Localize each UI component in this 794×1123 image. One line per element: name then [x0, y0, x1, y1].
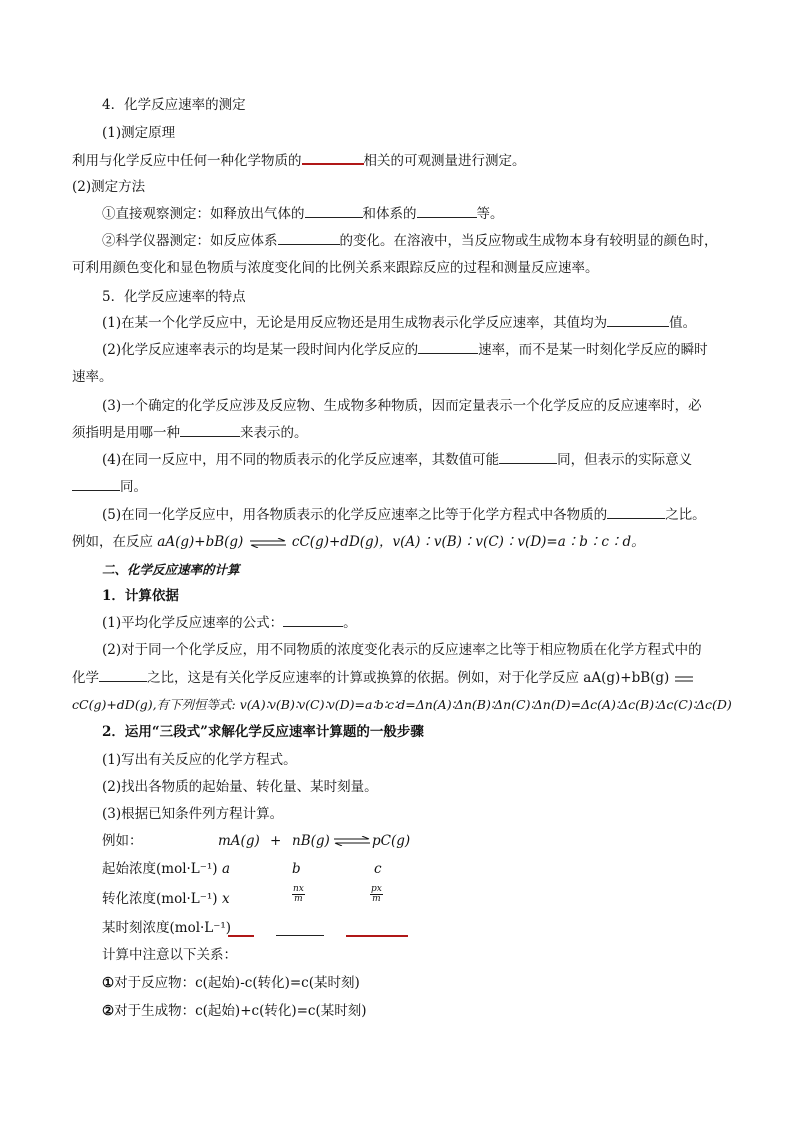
fraction [370, 885, 383, 904]
text-segment: 化学 [72, 670, 99, 686]
calc-basis-2-cont [72, 669, 694, 687]
initial-conc-label: 起始浓度(mol·L⁻¹) [102, 861, 218, 877]
text-segment: (1)在某一个化学反应中，无论是用反应物还是用生成物表示化学反应速率，其值均为 [102, 315, 608, 331]
text-segment: 对于反应物：c(起始)-c(转化)=c(某时刻) [114, 975, 360, 991]
answer-blank[interactable] [305, 205, 363, 218]
answer-blank[interactable] [346, 935, 408, 937]
text-segment: 速率，而不是某一时刻化学反应的瞬时 [478, 342, 708, 358]
converted-conc-label: 转化浓度(mol·L⁻¹) [102, 891, 218, 907]
section-4-title: 4．化学反应速率的测定 [102, 97, 246, 113]
step-3: (3)根据已知条件列方程计算。 [102, 806, 284, 822]
example-label: 例如： [102, 833, 143, 849]
converted-b [292, 885, 305, 904]
s4-principle-text [72, 151, 526, 170]
text-segment: 和体系的 [362, 206, 417, 222]
three-step-title: 2．运用“三段式”求解化学反应速率计算题的一般步骤 [102, 724, 424, 740]
note-1 [102, 974, 360, 992]
step-1: (1)写出有关反应的化学方程式。 [102, 752, 297, 768]
s4-method-2 [102, 232, 718, 250]
text-segment: 。 [343, 615, 357, 631]
answer-blank[interactable] [418, 341, 478, 354]
answer-blank[interactable] [72, 478, 120, 491]
s5-item-4-cont [72, 478, 147, 496]
s5-item-2 [102, 341, 708, 359]
answer-blank[interactable] [278, 232, 340, 245]
note-2 [102, 1002, 367, 1020]
note-title: 计算中注意以下关系： [102, 947, 237, 963]
text-segment: 等。 [476, 206, 504, 222]
plus-sign: + [270, 833, 282, 849]
text-segment: (1)平均化学反应速率的公式： [102, 615, 284, 631]
equation-rhs: cC(g)+dD(g)，v(A)∶v(B)∶v(C)∶v(D)=a∶b∶c∶d。 [291, 534, 645, 550]
answer-blank[interactable] [180, 424, 240, 437]
s4-principle-label: (1)测定原理 [102, 125, 176, 141]
fraction [292, 885, 305, 904]
s5-item-5-example [72, 533, 645, 551]
text-segment: 值。 [669, 315, 697, 331]
text-segment: (2)化学反应速率表示的均是某一段时间内化学反应的 [102, 342, 419, 358]
reactant-b: nB(g) [292, 833, 330, 849]
equation-lhs: aA(g)+bB(g) [157, 534, 244, 550]
text-segment: 同。 [120, 479, 147, 495]
initial-c: c [374, 861, 382, 877]
answer-blank[interactable] [499, 451, 557, 464]
text-segment: (4)在同一反应中，用不同的物质表示的化学反应速率，其数值可能 [102, 452, 500, 468]
calc-basis-2-identity: cC(g)+dD(g),有下列恒等式: v(A)∶v(B)∶v(C)∶v(D)=a∶b∶c∶d=Δn(A)∶Δn(B)∶Δn(C)∶Δn(D)=Δc(A)∶Δc(B)∶Δc(C)∶Δc(D) [72, 697, 732, 712]
product-c: pC(g) [372, 833, 411, 849]
answer-blank[interactable] [228, 935, 254, 937]
s4-method-1 [102, 205, 504, 223]
part-2-title: 二、化学反应速率的计算 [102, 562, 240, 577]
s5-item-1 [102, 314, 696, 332]
text-segment: 之比。 [665, 507, 706, 523]
s5-item-5 [102, 506, 706, 524]
answer-blank[interactable] [607, 506, 665, 519]
step-2: (2)找出各物质的起始量、转化量、某时刻量。 [102, 779, 378, 795]
s5-item-2-cont: 速率。 [72, 369, 113, 385]
converted-a: x [222, 891, 230, 907]
text-segment: 同，但表示的实际意义 [557, 452, 693, 468]
calc-basis-1 [102, 614, 357, 632]
numerator: nx [293, 884, 304, 894]
initial-a: a [222, 861, 231, 877]
text-segment: 来表示的。 [240, 425, 308, 441]
text-segment: (5)在同一化学反应中，用各物质表示的化学反应速率之比等于化学方程式中各物质的 [102, 507, 608, 523]
text-segment: 例如，在反应 [72, 534, 158, 550]
s5-item-4 [102, 451, 692, 469]
answer-blank[interactable] [302, 151, 364, 165]
text-segment: 之比，这是有关化学反应速率的计算或换算的依据。例如，对于化学反应 aA(g)+bB(g) [147, 670, 670, 686]
section-5-title: 5．化学反应速率的特点 [102, 289, 246, 305]
equilibrium-arrow-icon [248, 538, 288, 548]
text-segment: 的变化。在溶液中，当反应物或生成物本身有较明显的颜色时， [339, 233, 718, 249]
text-segment: 对于生成物：c(起始)+c(转化)=c(某时刻) [114, 1003, 367, 1019]
initial-b: b [292, 861, 301, 877]
equilibrium-arrow-icon [674, 674, 694, 684]
answer-blank[interactable] [417, 205, 477, 218]
text-segment: 利用与化学反应中任何一种化学物质的 [72, 153, 302, 169]
reactant-a: mA(g) [218, 833, 260, 849]
s4-method-label: (2)测定方法 [72, 179, 146, 195]
denominator: m [294, 894, 303, 904]
text-segment: ②科学仪器测定：如反应体系 [102, 233, 278, 249]
denominator: m [372, 894, 381, 904]
moment-conc-label: 某时刻浓度(mol·L⁻¹) [102, 920, 232, 936]
calc-basis-title: 1．计算依据 [102, 588, 179, 604]
number-marker: ② [102, 1003, 115, 1019]
answer-blank[interactable] [283, 614, 343, 627]
number-marker: ① [102, 975, 115, 991]
numerator: px [371, 884, 382, 894]
s5-item-3: (3)一个确定的化学反应涉及反应物、生成物多种物质，因而定量表示一个化学反应的反应速率时，必 [102, 398, 702, 414]
converted-c [370, 885, 383, 904]
s4-method-2-cont: 可利用颜色变化和显色物质与浓度变化间的比例关系来跟踪反应的过程和测量反应速率。 [72, 260, 599, 276]
answer-blank[interactable] [276, 935, 324, 936]
calc-basis-2: (2)对于同一个化学反应，用不同物质的浓度变化表示的反应速率之比等于相应物质在化学方程式中的 [102, 642, 702, 658]
text-segment: 须指明是用哪一种 [72, 425, 180, 441]
text-segment: ①直接观察测定：如释放出气体的 [102, 206, 305, 222]
s5-item-3-cont [72, 424, 308, 442]
answer-blank[interactable] [607, 314, 669, 327]
equilibrium-arrow-icon [332, 836, 372, 846]
answer-blank[interactable] [99, 669, 147, 682]
text-segment: 相关的可观测量进行测定。 [363, 153, 526, 169]
